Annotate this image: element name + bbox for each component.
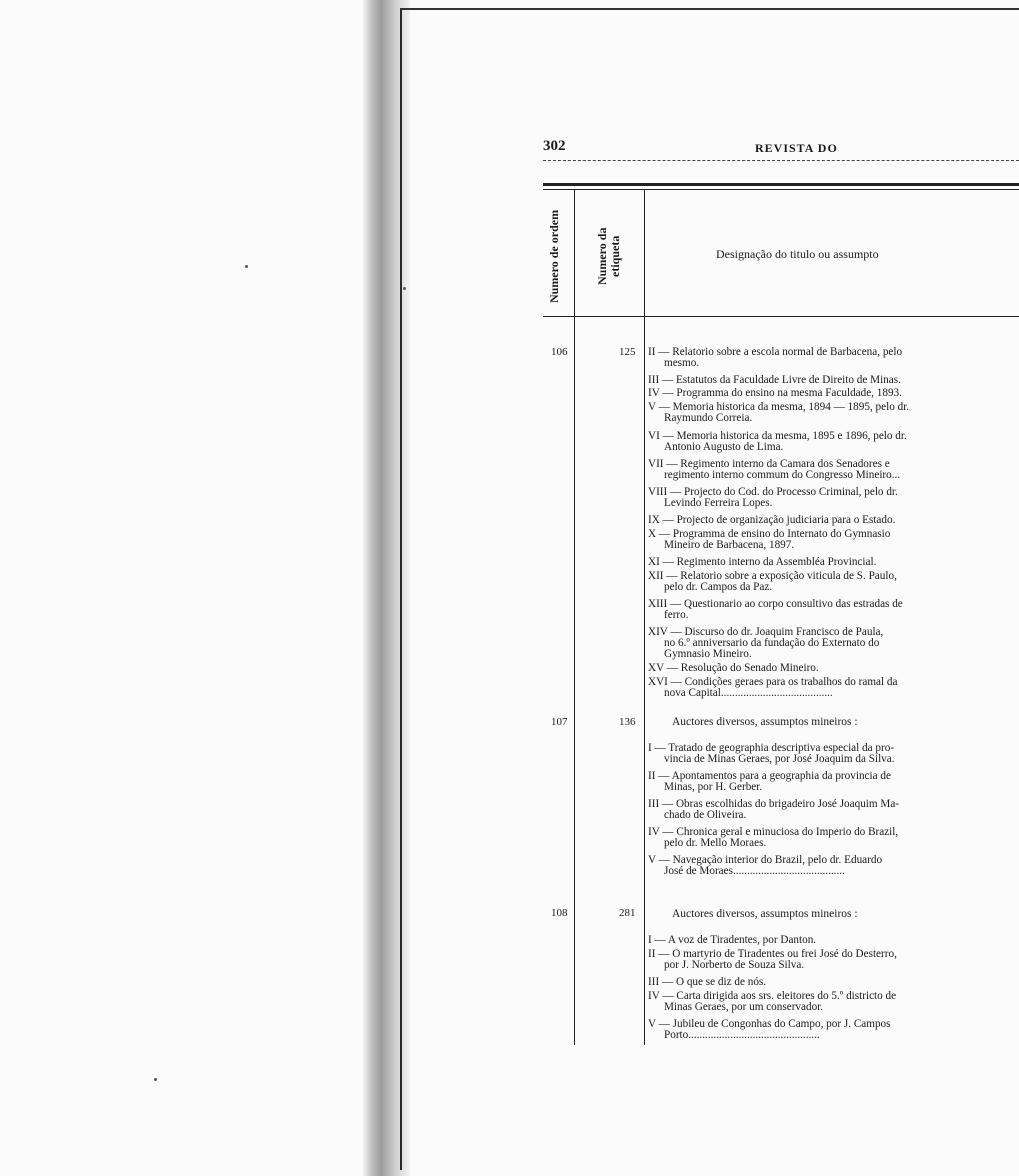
list-item: III — O que se diz de nós. — [648, 977, 767, 988]
column-header-title: Designação do titulo ou assumpto — [716, 247, 879, 261]
header-rule — [543, 160, 1019, 161]
list-item: IV — Programma do ensino na mesma Faculdade, 1893. — [648, 388, 902, 399]
list-item: XIII — Questionario ao corpo consultivo das estradas de ferro. — [648, 599, 903, 621]
list-item: XI — Regimento interno da Assembléa Provincial. — [648, 557, 877, 568]
list-item: II — Apontamentos para a geographia da provincia de Minas, por H. Gerber. — [648, 771, 891, 793]
running-title: REVISTA DO — [755, 141, 838, 155]
list-item: V — Navegação interior do Brazil, pelo dr. Eduardo José de Moraes........................................ — [648, 855, 883, 877]
page-number: 302 — [543, 138, 566, 154]
list-item: II — Relatorio sobre a escola normal de Barbacena, pelo mesmo. — [648, 347, 903, 369]
list-item: XVI — Condições geraes para os trabalhos do ramal da nova Capital........................................ — [648, 677, 898, 699]
table-header-rule — [543, 316, 1019, 317]
list-item: III — Obras escolhidas do brigadeiro José Joaquim Ma- chado de Oliveira. — [648, 799, 900, 821]
list-item: XV — Resolução do Senado Mineiro. — [648, 663, 819, 674]
list-item: XII — Relatorio sobre a exposição viticula de S. Paulo, pelo dr. Campos da Paz. — [648, 571, 897, 593]
column-header-label: Numero da etiqueta — [595, 227, 622, 285]
column-divider-2 — [644, 190, 645, 1045]
list-item: IX — Projecto de organização judiciaria para o Estado. — [648, 515, 896, 526]
group-heading: Auctores diversos, assumptos mineiros : — [672, 716, 858, 728]
list-item: X — Programma de ensino do Internato do Gymnasio Mineiro de Barbacena, 1897. — [648, 529, 891, 551]
list-item: IV — Chronica geral e minuciosa do Imperio do Brazil, pelo dr. Mello Moraes. — [648, 827, 899, 849]
label-number: 281 — [619, 907, 636, 919]
page-top-edge — [400, 0, 1019, 10]
speck — [403, 287, 406, 290]
list-item: VIII — Projecto do Cod. do Processo Criminal, pelo dr. Levindo Ferreira Lopes. — [648, 487, 898, 509]
list-item: III — Estatutos da Faculdade Livre de Direito de Minas. — [648, 375, 901, 386]
list-item: IV — Carta dirigida aos srs. eleitores do 5.º districto de Minas Geraes, por um conservador. — [648, 991, 897, 1013]
list-item: V — Memoria historica da mesma, 1894 — 1895, pelo dr. Raymundo Correia. — [648, 402, 910, 424]
order-number: 107 — [551, 716, 568, 728]
list-item: XIV — Discurso do dr. Joaquim Francisco de Paula, no 6.º anniversario da fundação do Externato do Gymnasio Mineiro. — [648, 627, 884, 660]
list-item: I — Tratado de geographia descriptiva especial da pro- vincia de Minas Geraes, por José Joaquim da Silva. — [648, 743, 895, 765]
book-spine-shadow — [362, 0, 410, 1176]
list-item: V — Jubileu de Congonhas do Campo, por J. Campos Porto............................................... — [648, 1019, 891, 1041]
label-number: 125 — [619, 346, 636, 358]
column-header-order: Numero de ordem — [547, 209, 561, 303]
label-number: 136 — [619, 716, 636, 728]
speck — [245, 265, 248, 268]
list-item: I — A voz de Tiradentes, por Danton. — [648, 935, 817, 946]
order-number: 108 — [551, 907, 568, 919]
speck — [154, 1078, 157, 1081]
list-item: VI — Memoria historica da mesma, 1895 e 1896, pelo dr. Antonio Augusto de Lima. — [648, 431, 907, 453]
list-item: II — O martyrio de Tiradentes ou frei José do Desterro, por J. Norberto de Souza Silva. — [648, 949, 897, 971]
column-divider-1 — [574, 190, 575, 1045]
order-number: 106 — [551, 346, 568, 358]
group-heading: Auctores diversos, assumptos mineiros : — [672, 908, 858, 920]
list-item: VII — Regimento interno da Camara dos Senadores e regimento interno commum do Congresso Mineiro... — [648, 459, 901, 481]
spine-edge-line — [400, 10, 402, 1170]
table-top-rule — [543, 183, 1019, 186]
table-top-rule-thin — [543, 189, 1019, 190]
